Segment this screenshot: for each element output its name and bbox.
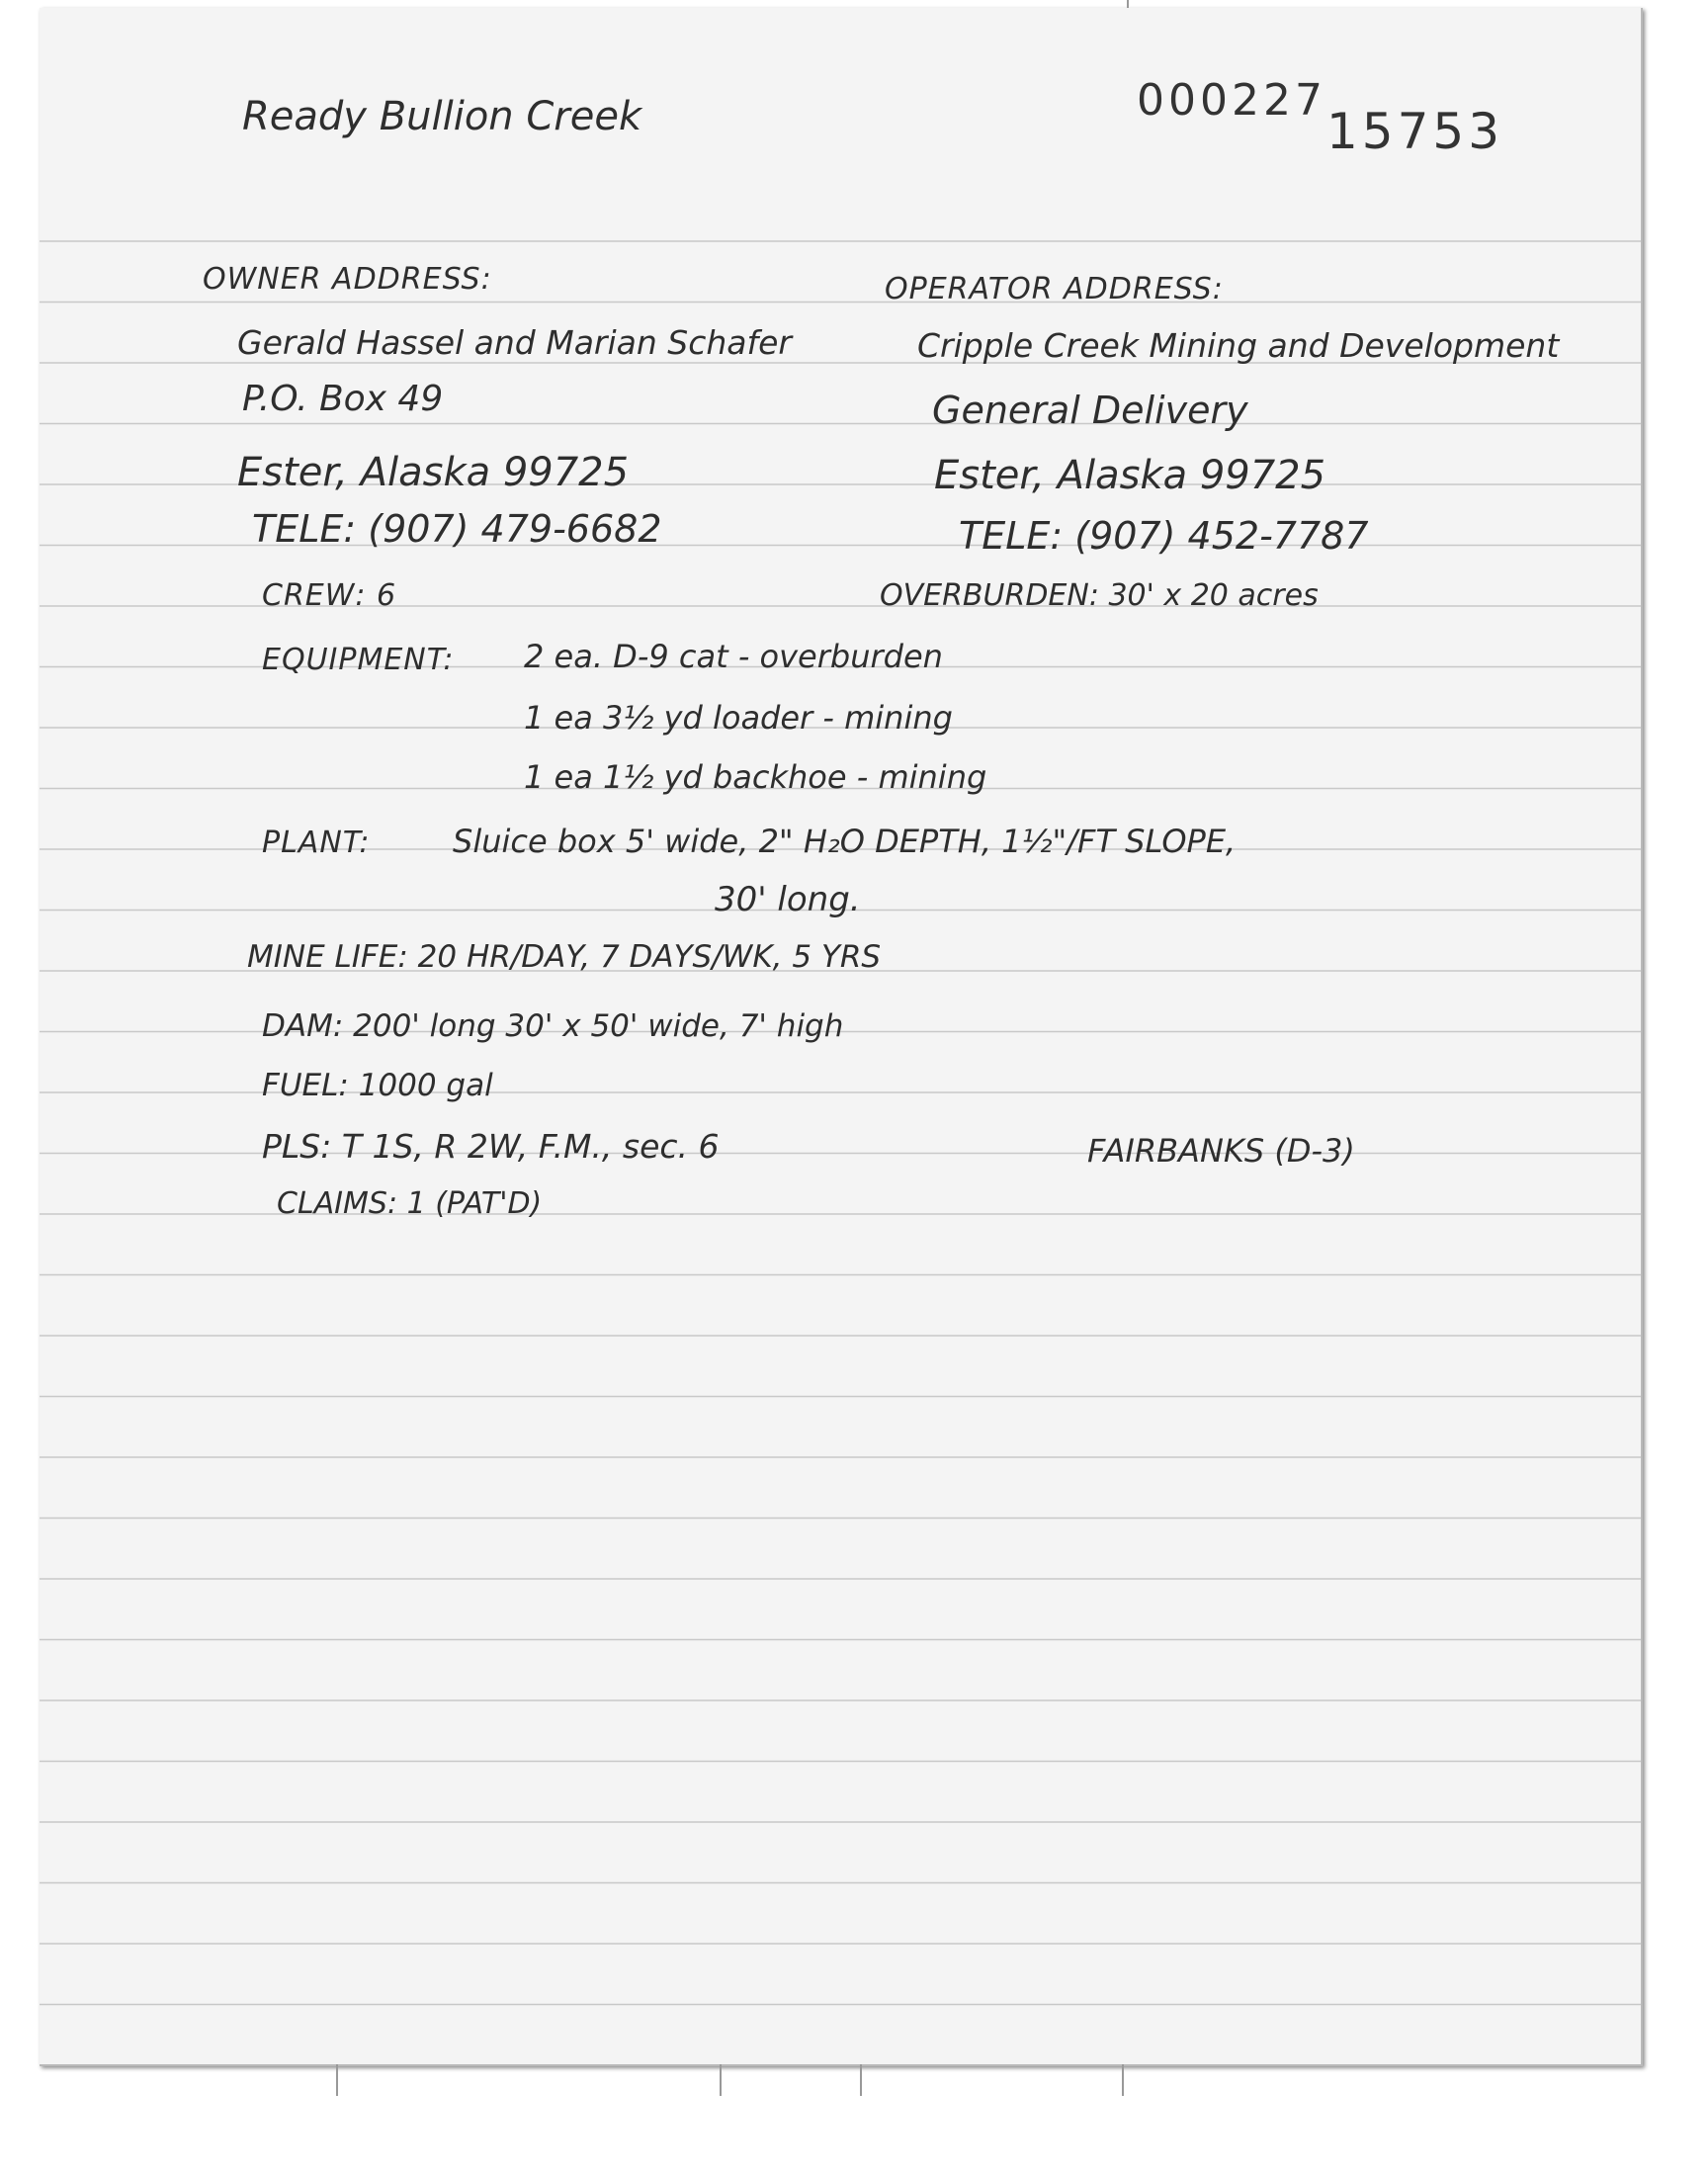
equipment-item: 2 ea. D-9 cat - overburden (524, 638, 943, 675)
operator-address-line2: Ester, Alaska 99725 (934, 453, 1326, 498)
plant-description-continued: 30' long. (715, 880, 861, 919)
overburden: OVERBURDEN: 30' x 20 acres (880, 578, 1319, 613)
document-number: 000227 (1137, 75, 1326, 126)
scan-edge-mark (720, 2064, 722, 2096)
public-land-survey: PLS: T 1S, R 2W, F.M., sec. 6 (262, 1127, 720, 1166)
dam: DAM: 200' long 30' x 50' wide, 7' high (262, 1008, 844, 1044)
operator-address-line1: General Delivery (932, 389, 1248, 432)
plant-label: PLANT: (262, 826, 371, 860)
operator-name: Cripple Creek Mining and Development (917, 326, 1560, 365)
operator-address-label: OPERATOR ADDRESS: (885, 272, 1224, 306)
owner-telephone: TELE: (907) 479-6682 (252, 507, 662, 551)
scan-edge-mark (1127, 0, 1129, 8)
owner-name: Gerald Hassel and Marian Schafer (237, 323, 792, 362)
equipment-item: 1 ea 1½ yd backhoe - mining (524, 758, 987, 796)
crew: CREW: 6 (262, 578, 397, 613)
claims: CLAIMS: 1 (PAT'D) (277, 1186, 543, 1221)
equipment-label: EQUIPMENT: (262, 643, 455, 677)
quadrangle: FAIRBANKS (D-3) (1087, 1132, 1355, 1170)
fuel: FUEL: 1000 gal (262, 1068, 493, 1103)
scan-edge-mark (1122, 2064, 1124, 2096)
equipment-item: 1 ea 3½ yd loader - mining (524, 699, 953, 737)
owner-address-label: OWNER ADDRESS: (203, 262, 492, 297)
record-number: 15753 (1326, 103, 1504, 160)
plant-description: Sluice box 5' wide, 2" H₂O DEPTH, 1½"/FT SLOPE, (453, 823, 1237, 860)
owner-address-line2: Ester, Alaska 99725 (237, 450, 630, 495)
owner-address-line1: P.O. Box 49 (242, 379, 444, 419)
notepad-page (40, 8, 1643, 2066)
scan-edge-mark (336, 2064, 338, 2096)
scan-edge-mark (860, 2064, 862, 2096)
operator-telephone: TELE: (907) 452-7787 (959, 514, 1369, 558)
mine-life: MINE LIFE: 20 HR/DAY, 7 DAYS/WK, 5 YRS (247, 939, 882, 975)
page-title: Ready Bullion Creek (242, 94, 642, 139)
